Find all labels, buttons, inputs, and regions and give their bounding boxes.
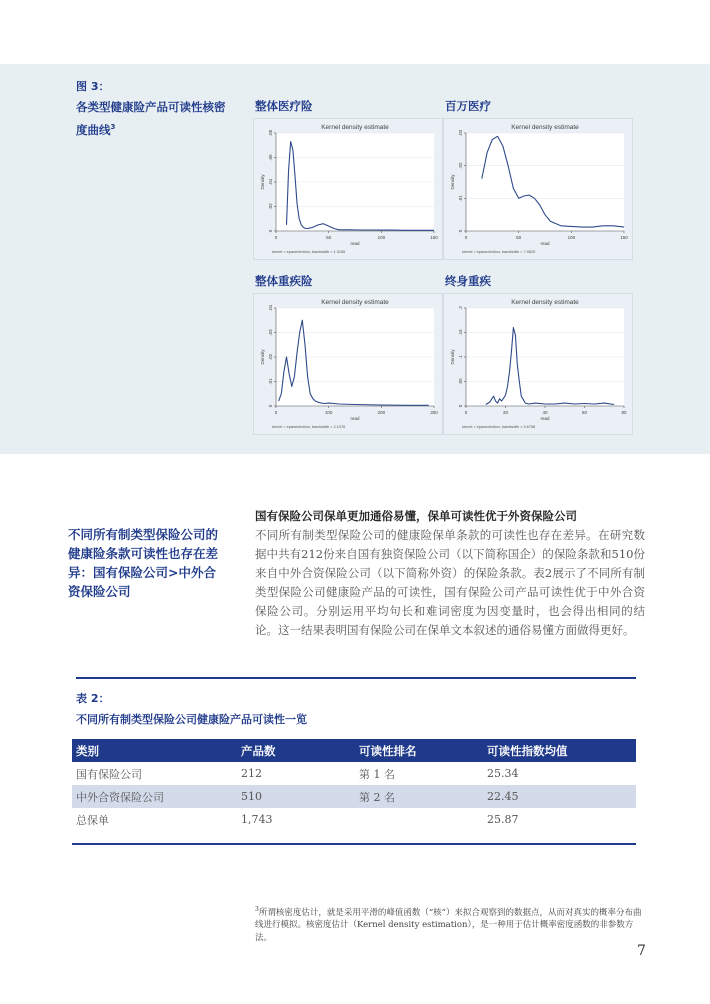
y-tick-label: .15 — [458, 329, 463, 336]
figure-label: 图 3： — [76, 80, 110, 93]
table-header-row — [72, 739, 636, 762]
cell-category: 国有保险公司 — [76, 767, 142, 781]
cell-mean-index: 25.34 — [487, 767, 519, 780]
cell-mean-index: 22.45 — [483, 785, 636, 808]
y-axis-label: Density — [450, 349, 455, 365]
chart-title: Kernel density estimate — [511, 299, 579, 306]
x-tick-label: 60 — [581, 410, 588, 415]
y-axis-label: Density — [260, 174, 265, 190]
panel-title-2: 百万医疗 — [445, 99, 491, 113]
y-tick-label: .01 — [268, 378, 273, 385]
y-tick-label: 0 — [458, 404, 463, 408]
y-tick-label: .01 — [458, 195, 463, 202]
cell-mean-index: 25.87 — [487, 813, 519, 826]
bandwidth-note: kernel = epanechnikov, bandwidth = 7.9825 — [462, 250, 536, 254]
kde-chart-4 — [443, 293, 633, 435]
section-body: 不同所有制类型保险公司的健康险保单条款的可读性也存在差异。在研究数据中共有212份来自国有独资保险公司（以下简称国企）的保险条款和510份来自中外合资保险公司（以下简称外资）的保险条款。表2展示了不同所有制类型保险公司健康险产品的可读性，国有保险公司产品可读性优于中外合资保险公司。分别运用平均句长和难词密度为因变量时，也会得出相同的结论。这一结果表明国有保险公司在保单文本叙述的通俗易懂方面做得更好。 — [255, 528, 645, 637]
y-tick-label: .1 — [458, 355, 463, 359]
panel-title-4: 终身重疾 — [445, 274, 491, 288]
table-row — [72, 808, 636, 831]
x-tick-label: 80 — [621, 410, 627, 415]
x-tick-label: 100 — [324, 410, 333, 415]
header-mean-index: 可读性指数均值 — [483, 739, 636, 762]
header-category: 类别 — [72, 739, 237, 762]
x-tick-label: 200 — [377, 410, 386, 415]
header-rank: 可读性排名 — [355, 739, 483, 762]
cell-count: 1,743 — [241, 813, 273, 826]
plot-area — [466, 133, 624, 231]
kde-chart-1 — [253, 118, 443, 260]
y-tick-label: .03 — [268, 329, 273, 336]
y-tick-label: .04 — [268, 178, 273, 186]
y-tick-label: 0 — [268, 404, 273, 408]
chart-title: Kernel density estimate — [321, 299, 389, 306]
x-tick-label: 50 — [516, 235, 522, 240]
y-tick-label: .03 — [458, 129, 463, 137]
kde-chart-3 — [253, 293, 443, 435]
cell-rank: 第 1 名 — [359, 767, 395, 781]
y-tick-label: .08 — [268, 129, 273, 137]
side-heading: 不同所有制类型保险公司的健康险条款可读性也存在差异：国有保险公司>中外合资保险公司 — [68, 527, 219, 599]
footnote-text: 所谓核密度估计，就是采用平滑的峰值函数（“核”）来拟合观察到的数据点，从而对真实的概率分布曲线进行模拟。核密度估计（Kernel density estimation），是一种用于估计概率密度函数的非参数方法。 — [255, 907, 642, 943]
cell-rank — [355, 808, 483, 831]
chart-title: Kernel density estimate — [511, 124, 579, 131]
y-tick-label: .2 — [458, 306, 463, 310]
panel-title-1: 整体医疗险 — [255, 99, 313, 113]
bandwidth-note: kernel = epanechnikov, bandwidth = 1.3156 — [272, 250, 346, 254]
cell-category: 总保单 — [76, 813, 109, 827]
table-label: 表 2： — [76, 692, 110, 705]
footnote-ref: 3 — [110, 123, 116, 131]
panel-title-3: 整体重疾险 — [255, 274, 313, 288]
x-tick-label: 100 — [567, 235, 576, 240]
y-axis-label: Density — [260, 349, 265, 365]
x-tick-label: 300 — [430, 410, 438, 415]
y-tick-label: .06 — [268, 154, 273, 161]
bandwidth-note: kernel = epanechnikov, bandwidth = 2.1076 — [272, 425, 346, 429]
x-tick-label: 40 — [542, 410, 548, 415]
table-bottom-rule — [72, 843, 636, 845]
x-tick-label: 0 — [464, 235, 468, 240]
table-top-rule — [76, 677, 636, 679]
footnote-marker: 3 — [255, 906, 259, 913]
y-tick-label: 0 — [268, 229, 273, 233]
x-tick-label: 0 — [274, 410, 278, 415]
section-heading: 国有保险公司保单更加通俗易懂，保单可读性优于外资保险公司 — [255, 509, 577, 523]
x-tick-label: 100 — [377, 235, 386, 240]
x-tick-label: 150 — [430, 235, 438, 240]
x-tick-label: 50 — [326, 235, 332, 240]
x-tick-label: 0 — [274, 235, 278, 240]
page-number: 7 — [637, 943, 646, 959]
bandwidth-note: kernel = epanechnikov, bandwidth = 0.6758 — [462, 425, 536, 429]
y-tick-label: .02 — [458, 162, 463, 169]
y-tick-label: .02 — [268, 353, 273, 361]
readability-table — [72, 739, 636, 831]
x-axis-label: read — [540, 416, 550, 421]
cell-count: 510 — [237, 785, 355, 808]
header-count: 产品数 — [237, 739, 355, 762]
x-tick-label: 20 — [502, 410, 509, 415]
chart-title: Kernel density estimate — [321, 124, 389, 131]
footnote — [255, 904, 643, 944]
x-tick-label: 0 — [464, 410, 468, 415]
y-tick-label: .05 — [458, 378, 463, 385]
cell-count: 212 — [241, 767, 262, 780]
x-axis-label: read — [350, 416, 360, 421]
table-caption: 不同所有制类型保险公司健康险产品可读性一览 — [76, 713, 307, 726]
x-axis-label: read — [540, 241, 550, 246]
y-tick-label: 0 — [458, 229, 463, 233]
kde-chart-2 — [443, 118, 633, 260]
y-tick-label: .02 — [268, 203, 273, 210]
x-axis-label: read — [350, 241, 360, 246]
x-tick-label: 150 — [620, 235, 628, 240]
table-row — [72, 762, 636, 785]
table-row — [72, 785, 636, 808]
cell-rank: 第 2 名 — [355, 785, 483, 808]
figure-title-text: 各类型健康险产品可读性核密度曲线 — [76, 100, 226, 137]
y-axis-label: Density — [450, 174, 455, 190]
y-tick-label: .04 — [268, 304, 273, 312]
figure-title — [76, 97, 236, 140]
cell-category: 中外合资保险公司 — [72, 785, 237, 808]
